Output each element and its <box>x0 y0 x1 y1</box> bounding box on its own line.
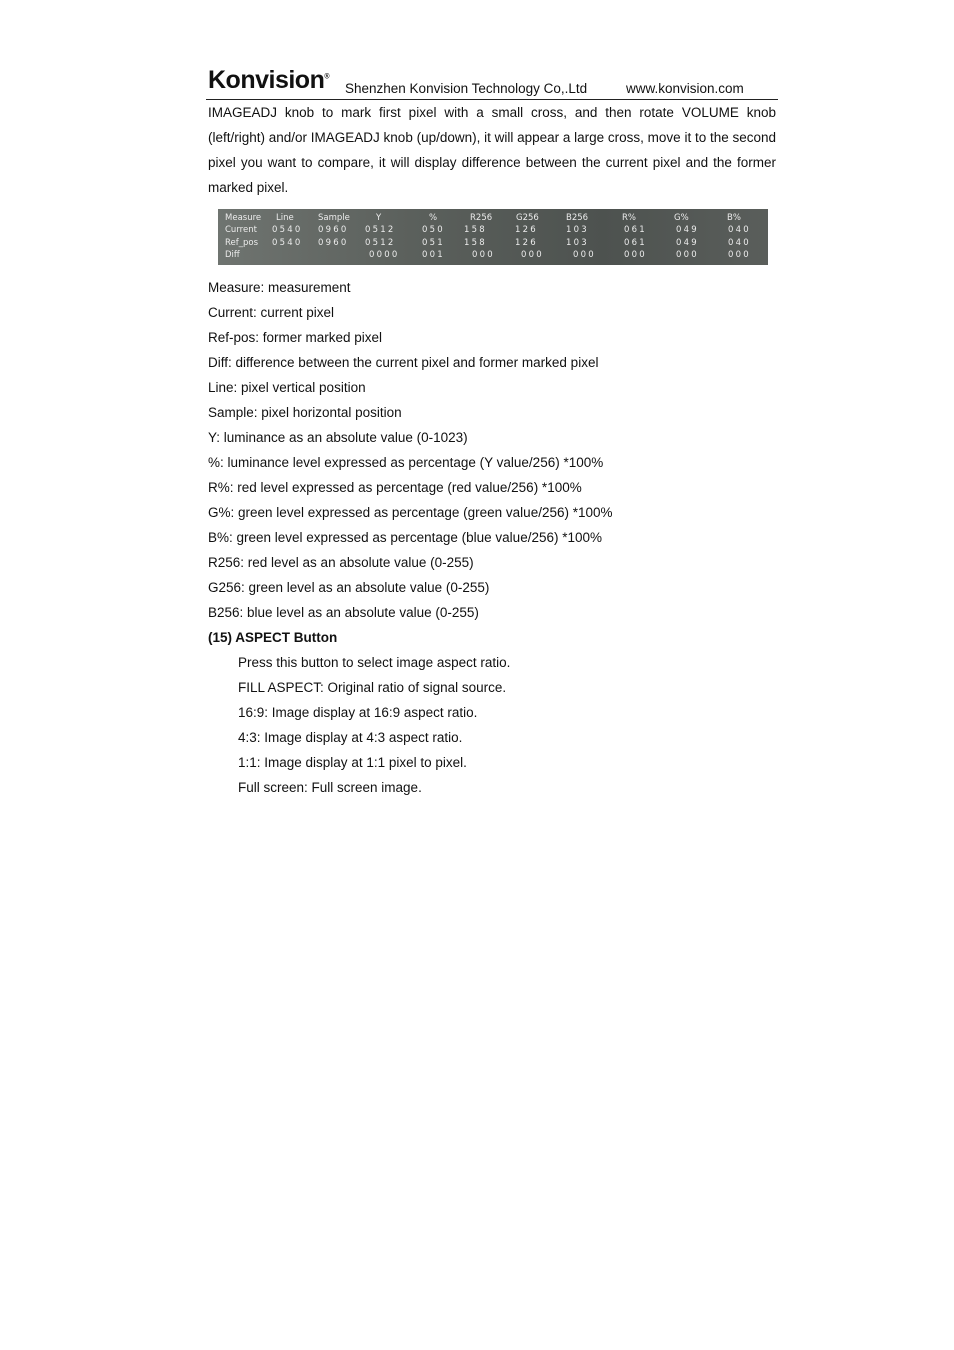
osd-value-rpct: 000 <box>624 250 647 260</box>
osd-value-rpct: 061 <box>624 238 647 248</box>
osd-value-y: 0000 <box>369 250 400 260</box>
company-website: www.konvision.com <box>626 81 744 96</box>
osd-value-line: 0540 <box>272 225 303 235</box>
definition-item: Sample: pixel horizontal position <box>208 405 402 420</box>
osd-value-g256: 000 <box>521 250 544 260</box>
osd-value-b256: 103 <box>566 238 589 248</box>
definition-item: Line: pixel vertical position <box>208 380 366 395</box>
osd-value-gpct: 000 <box>676 250 699 260</box>
osd-header-line: Line <box>276 213 294 223</box>
osd-row-current <box>218 225 768 236</box>
definition-item: Measure: measurement <box>208 280 351 295</box>
definition-item: B256: blue level as an absolute value (0-255) <box>208 605 479 620</box>
osd-value-g256: 126 <box>515 238 538 248</box>
osd-value-bpct: 040 <box>728 225 751 235</box>
osd-value-percent: 050 <box>422 225 445 235</box>
definition-item: Diff: difference between the current pixel and former marked pixel <box>208 355 599 370</box>
osd-value-gpct: 049 <box>676 225 699 235</box>
osd-value-g256: 126 <box>515 225 538 235</box>
aspect-item: Press this button to select image aspect ratio. <box>238 655 511 670</box>
osd-value-r256: 000 <box>472 250 495 260</box>
osd-value-b256: 103 <box>566 225 589 235</box>
osd-header-percent: % <box>429 213 438 223</box>
osd-value-line: 0540 <box>272 238 303 248</box>
osd-header-row <box>218 213 768 224</box>
definition-item: %: luminance level expressed as percentage (Y value/256) *100% <box>208 455 604 470</box>
definition-item: G256: green level as an absolute value (0-255) <box>208 580 490 595</box>
definition-item: R256: red level as an absolute value (0-255) <box>208 555 474 570</box>
measure-osd-screenshot <box>218 209 768 265</box>
definition-item: G%: green level expressed as percentage (green value/256) *100% <box>208 505 613 520</box>
osd-row-label: Diff <box>225 250 240 260</box>
osd-value-rpct: 061 <box>624 225 647 235</box>
definition-item: Y: luminance as an absolute value (0-1023) <box>208 430 468 445</box>
osd-value-bpct: 000 <box>728 250 751 260</box>
osd-value-percent: 051 <box>422 238 445 248</box>
aspect-item: 1:1: Image display at 1:1 pixel to pixel. <box>238 755 467 770</box>
osd-header-gpct: G% <box>674 213 689 223</box>
definition-item: Current: current pixel <box>208 305 335 320</box>
osd-row-label: Current <box>225 225 257 235</box>
page-header <box>206 66 778 100</box>
registered-mark: ® <box>324 73 330 81</box>
osd-header-measure: Measure <box>225 213 262 223</box>
definition-item: R%: red level expressed as percentage (red value/256) *100% <box>208 480 582 495</box>
section-heading-aspect-button: (15) ASPECT Button <box>208 630 338 645</box>
company-name: Shenzhen Konvision Technology Co,.Ltd <box>345 81 588 96</box>
osd-header-y: Y <box>376 213 382 223</box>
osd-value-sample: 0960 <box>318 225 349 235</box>
osd-value-b256: 000 <box>573 250 596 260</box>
osd-row-label: Ref_pos <box>225 238 259 248</box>
osd-row-diff <box>218 250 768 261</box>
osd-header-r256: R256 <box>470 213 493 223</box>
konvision-logo: Konvision® <box>208 66 330 94</box>
osd-value-r256: 158 <box>464 238 487 248</box>
osd-value-percent: 001 <box>422 250 445 260</box>
osd-header-g256: G256 <box>516 213 539 223</box>
aspect-item: 16:9: Image display at 16:9 aspect ratio. <box>238 705 478 720</box>
osd-header-bpct: B% <box>727 213 741 223</box>
osd-value-y: 0512 <box>365 225 396 235</box>
osd-value-y: 0512 <box>365 238 396 248</box>
osd-header-b256: B256 <box>566 213 589 223</box>
aspect-item: Full screen: Full screen image. <box>238 780 422 795</box>
osd-header-rpct: R% <box>622 213 636 223</box>
definition-item: Ref-pos: former marked pixel <box>208 330 383 345</box>
definition-item: B%: green level expressed as percentage (blue value/256) *100% <box>208 530 602 545</box>
osd-header-sample: Sample <box>318 213 350 223</box>
aspect-item: FILL ASPECT: Original ratio of signal source. <box>238 680 507 695</box>
osd-value-sample: 0960 <box>318 238 349 248</box>
osd-row-ref-pos <box>218 238 768 249</box>
definitions-list <box>208 275 776 800</box>
osd-value-r256: 158 <box>464 225 487 235</box>
osd-value-gpct: 049 <box>676 238 699 248</box>
intro-paragraph: IMAGEADJ knob to mark first pixel with a small cross, and then rotate VOLUME knob (left/right) and/or IMAGEADJ knob (up/down), it will appear a large cross, move it to the second pixel you want to compare, it will display difference between the current pixel and the former marked pixel. <box>208 105 777 195</box>
osd-value-bpct: 040 <box>728 238 751 248</box>
aspect-item: 4:3: Image display at 4:3 aspect ratio. <box>238 730 463 745</box>
